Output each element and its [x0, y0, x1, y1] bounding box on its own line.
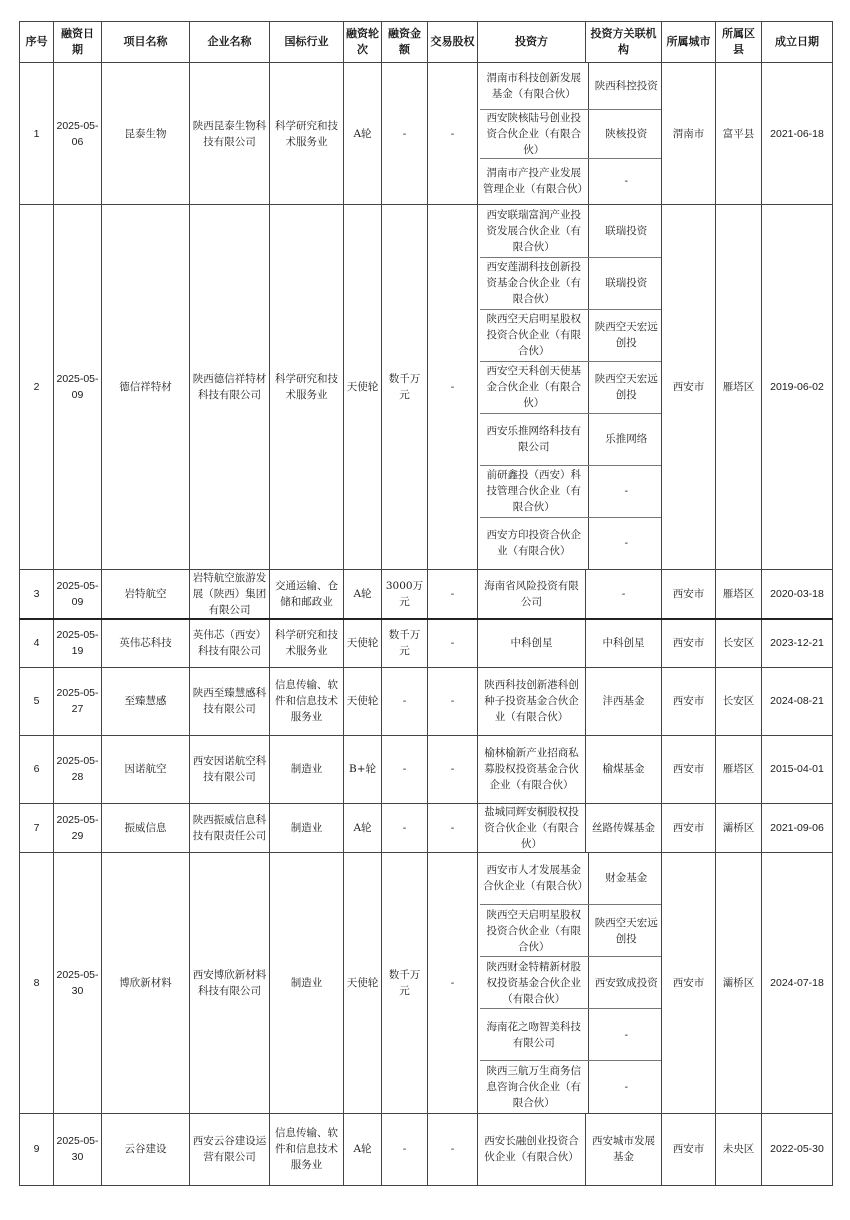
header-cell: 融资日期: [54, 22, 102, 63]
investor-affiliate: 丝路传媒基金: [586, 803, 662, 852]
investor-subtable: [480, 63, 662, 204]
founded-date: 2024-07-18: [762, 852, 833, 1113]
investor-affiliate: 西安城市发展基金: [586, 1113, 662, 1185]
founded-date: 2023-12-21: [762, 619, 833, 667]
district: 灞桥区: [716, 852, 762, 1113]
header-cell: 交易股权: [428, 22, 478, 63]
district: 长安区: [716, 667, 762, 735]
district: 雁塔区: [716, 735, 762, 803]
table-row: [20, 803, 833, 852]
table-row: [20, 619, 833, 667]
industry: 信息传输、软件和信息技术服务业: [270, 667, 344, 735]
investor-name: 西安乐推网络科技有限公司: [480, 413, 588, 465]
investor-name: 榆林榆新产业招商私募股权投资基金合伙企业（有限合伙）: [478, 735, 586, 803]
table-row: [20, 205, 833, 570]
financing-amount: -: [382, 1113, 428, 1185]
investor-affiliate: -: [588, 465, 662, 517]
investor-name: 盐城同辉安桐股权投资合伙企业（有限合伙）: [478, 803, 586, 852]
company-name: 陕西德信祥特材科技有限公司: [190, 205, 270, 570]
investor-name: 西安长融创业投资合伙企业（有限合伙）: [478, 1113, 586, 1185]
investor-affiliate: -: [588, 1009, 662, 1061]
investor-affiliate: 乐推网络: [588, 413, 662, 465]
industry: 科学研究和技术服务业: [270, 63, 344, 205]
investor-affiliate: 财金基金: [588, 853, 662, 905]
project-name: 德信祥特材: [102, 205, 190, 570]
table-row: [20, 63, 833, 205]
row-number: 3: [20, 570, 54, 620]
investor-row: [480, 1061, 662, 1113]
city: 西安市: [662, 1113, 716, 1185]
investor-name: 陕西空天启明星股权投资合伙企业（有限合伙）: [480, 905, 588, 957]
investor-list: [478, 205, 662, 570]
industry: 制造业: [270, 852, 344, 1113]
district: 富平县: [716, 63, 762, 205]
traded-equity: -: [428, 852, 478, 1113]
project-name: 因诺航空: [102, 735, 190, 803]
investor-row: [480, 465, 662, 517]
investor-row: [480, 257, 662, 309]
city: 西安市: [662, 619, 716, 667]
investor-row: [480, 413, 662, 465]
company-name: 西安因诺航空科技有限公司: [190, 735, 270, 803]
traded-equity: -: [428, 205, 478, 570]
founded-date: 2022-05-30: [762, 1113, 833, 1185]
investor-subtable: [480, 853, 662, 1113]
company-name: 西安博欣新材料科技有限公司: [190, 852, 270, 1113]
investor-name: 西安方印投资合伙企业（有限合伙）: [486, 529, 581, 558]
table-row: [20, 1113, 833, 1185]
financing-round: 天使轮: [344, 667, 382, 735]
investor-name: 渭南市科技创新发展基金（有限合伙）: [480, 63, 588, 109]
financing-date: 2025-05-28: [54, 735, 102, 803]
investor-row: [480, 853, 662, 905]
founded-date: 2020-03-18: [762, 570, 833, 620]
financing-date: 2025-05-27: [54, 667, 102, 735]
investor-row: [480, 205, 662, 257]
header-cell: 融资金额: [382, 22, 428, 63]
company-name: 陕西至臻慧感科技有限公司: [190, 667, 270, 735]
financing-amount: -: [382, 803, 428, 852]
company-name: 陕西昆泰生物科技有限公司: [190, 63, 270, 205]
investor-name: 西安莲湖科技创新投资基金合伙企业（有限合伙）: [480, 257, 588, 309]
project-name: 博欣新材料: [102, 852, 190, 1113]
financing-amount: 数千万元: [382, 619, 428, 667]
investor-row: [480, 517, 662, 569]
investor-list: [478, 63, 662, 205]
founded-date: 2019-06-02: [762, 205, 833, 570]
header-row: [20, 22, 833, 63]
traded-equity: -: [428, 63, 478, 205]
traded-equity: -: [428, 619, 478, 667]
investor-affiliate: -: [588, 158, 662, 204]
investor-row: [480, 361, 662, 413]
investor-name: 陕西三航万生商务信息咨询合伙企业（有限合伙）: [486, 1064, 581, 1109]
company-name: 岩特航空旅游发展（陕西）集团有限公司: [190, 570, 270, 620]
investor-name: 陕西空天启明星股权投资合伙企业（有限合伙）: [480, 309, 588, 361]
city: 西安市: [662, 852, 716, 1113]
header-cell: 序号: [20, 22, 54, 63]
district: 雁塔区: [716, 205, 762, 570]
financing-date: 2025-05-09: [54, 570, 102, 620]
founded-date: 2021-09-06: [762, 803, 833, 852]
district: 未央区: [716, 1113, 762, 1185]
investor-row: [480, 1009, 662, 1061]
founded-date: 2021-06-18: [762, 63, 833, 205]
investor-name: 西安联瑞富润产业投资发展合伙企业（有限合伙）: [480, 205, 588, 257]
header-cell: 融资轮次: [344, 22, 382, 63]
company-name: 西安云谷建设运营有限公司: [190, 1113, 270, 1185]
investor-name: 陕西科技创新港科创种子投资基金合伙企业（有限合伙）: [478, 667, 586, 735]
investor-row: [480, 957, 662, 1009]
city: 西安市: [662, 803, 716, 852]
investor-name: 前研鑫投（西安）科技管理合伙企业（有限合伙）: [480, 465, 588, 517]
traded-equity: -: [428, 803, 478, 852]
financing-round: A轮: [344, 570, 382, 620]
project-name: 昆泰生物: [102, 63, 190, 205]
investor-affiliate: 联瑞投资: [588, 205, 662, 257]
district: 灞桥区: [716, 803, 762, 852]
investor-affiliate: 陕西空天宏远创投: [588, 905, 662, 957]
investor-affiliate: -: [586, 570, 662, 620]
investor-list: [478, 852, 662, 1113]
investor-row: [480, 158, 662, 204]
city: 渭南市: [662, 63, 716, 205]
investor-affiliate: 陕核投资: [588, 109, 662, 158]
industry: 制造业: [270, 803, 344, 852]
district: 长安区: [716, 619, 762, 667]
header-cell: 投资方: [478, 22, 586, 63]
investor-name: 西安空天科创天使基金合伙企业（有限合伙）: [480, 361, 588, 413]
project-name: 英伟芯科技: [102, 619, 190, 667]
row-number: 8: [20, 852, 54, 1113]
header-cell: 所属城市: [662, 22, 716, 63]
header-cell: 成立日期: [762, 22, 833, 63]
investor-name: 西安市人才发展基金合伙企业（有限合伙）: [480, 853, 588, 905]
header-cell: 项目名称: [102, 22, 190, 63]
industry: 交通运输、仓储和邮政业: [270, 570, 344, 620]
investor-name: 海南花之吻智美科技有限公司: [480, 1009, 588, 1061]
investor-affiliate: 陕西科控投资: [588, 63, 662, 109]
financing-round: A轮: [344, 63, 382, 205]
row-number: 4: [20, 619, 54, 667]
table-row: [20, 852, 833, 1113]
table-row: [20, 667, 833, 735]
financing-date: 2025-05-06: [54, 63, 102, 205]
financing-amount: -: [382, 667, 428, 735]
investor-row: [480, 109, 662, 158]
investor-affiliate: 榆煤基金: [586, 735, 662, 803]
financing-round: 天使轮: [344, 852, 382, 1113]
table-row: [20, 735, 833, 803]
project-name: 振威信息: [102, 803, 190, 852]
header-cell: 所属区县: [716, 22, 762, 63]
financing-round: 天使轮: [344, 619, 382, 667]
investor-row: [480, 905, 662, 957]
company-name: 英伟芯（西安）科技有限公司: [190, 619, 270, 667]
financing-amount: 3000万元: [382, 570, 428, 620]
city: 西安市: [662, 205, 716, 570]
traded-equity: -: [428, 735, 478, 803]
founded-date: 2015-04-01: [762, 735, 833, 803]
financing-date: 2025-05-19: [54, 619, 102, 667]
row-number: 9: [20, 1113, 54, 1185]
table-row: [20, 570, 833, 620]
traded-equity: -: [428, 667, 478, 735]
district: 雁塔区: [716, 570, 762, 620]
financing-round: B+轮: [344, 735, 382, 803]
traded-equity: -: [428, 570, 478, 620]
investor-affiliate: 西安致成投资: [588, 957, 662, 1009]
company-name: 陕西振威信息科技有限责任公司: [190, 803, 270, 852]
financing-round: 天使轮: [344, 205, 382, 570]
header-cell: 国标行业: [270, 22, 344, 63]
investor-row: [480, 309, 662, 361]
investor-affiliate: 陕西空天宏远创投: [588, 309, 662, 361]
investor-row: [480, 63, 662, 109]
industry: 科学研究和技术服务业: [270, 205, 344, 570]
investor-subtable: [480, 205, 662, 569]
financing-table: [19, 21, 833, 1186]
financing-date: 2025-05-09: [54, 205, 102, 570]
row-number: 2: [20, 205, 54, 570]
investor-affiliate: -: [588, 1061, 662, 1113]
project-name: 云谷建设: [102, 1113, 190, 1185]
investor-name: 渭南市产投产业发展管理企业（有限合伙）: [483, 167, 588, 196]
project-name: 岩特航空: [102, 570, 190, 620]
header-cell: 投资方关联机构: [586, 22, 662, 63]
investor-name: 海南省风险投资有限公司: [478, 570, 586, 620]
industry: 科学研究和技术服务业: [270, 619, 344, 667]
city: 西安市: [662, 570, 716, 620]
financing-date: 2025-05-30: [54, 852, 102, 1113]
investor-affiliate: 陕西空天宏远创投: [588, 361, 662, 413]
row-number: 6: [20, 735, 54, 803]
header-cell: 企业名称: [190, 22, 270, 63]
row-number: 1: [20, 63, 54, 205]
row-number: 7: [20, 803, 54, 852]
financing-round: A轮: [344, 803, 382, 852]
investor-affiliate: -: [588, 517, 662, 569]
financing-date: 2025-05-30: [54, 1113, 102, 1185]
investor-affiliate: 中科创星: [586, 619, 662, 667]
industry: 制造业: [270, 735, 344, 803]
investor-name: 西安陕核陆号创业投资合伙企业（有限合伙）: [480, 109, 588, 158]
investor-affiliate: 沣西基金: [586, 667, 662, 735]
financing-amount: -: [382, 63, 428, 205]
founded-date: 2024-08-21: [762, 667, 833, 735]
financing-amount: 数千万元: [382, 205, 428, 570]
industry: 信息传输、软件和信息技术服务业: [270, 1113, 344, 1185]
investor-affiliate: 联瑞投资: [588, 257, 662, 309]
deal-sheet: [19, 21, 832, 1186]
city: 西安市: [662, 735, 716, 803]
city: 西安市: [662, 667, 716, 735]
financing-amount: -: [382, 735, 428, 803]
investor-name: 陕西财金特精新材股权投资基金合伙企业（有限合伙）: [480, 957, 588, 1009]
traded-equity: -: [428, 1113, 478, 1185]
table-body: [20, 63, 833, 1186]
financing-round: A轮: [344, 1113, 382, 1185]
investor-name: 中科创星: [478, 619, 586, 667]
financing-amount: 数千万元: [382, 852, 428, 1113]
row-number: 5: [20, 667, 54, 735]
financing-date: 2025-05-29: [54, 803, 102, 852]
project-name: 至臻慧感: [102, 667, 190, 735]
